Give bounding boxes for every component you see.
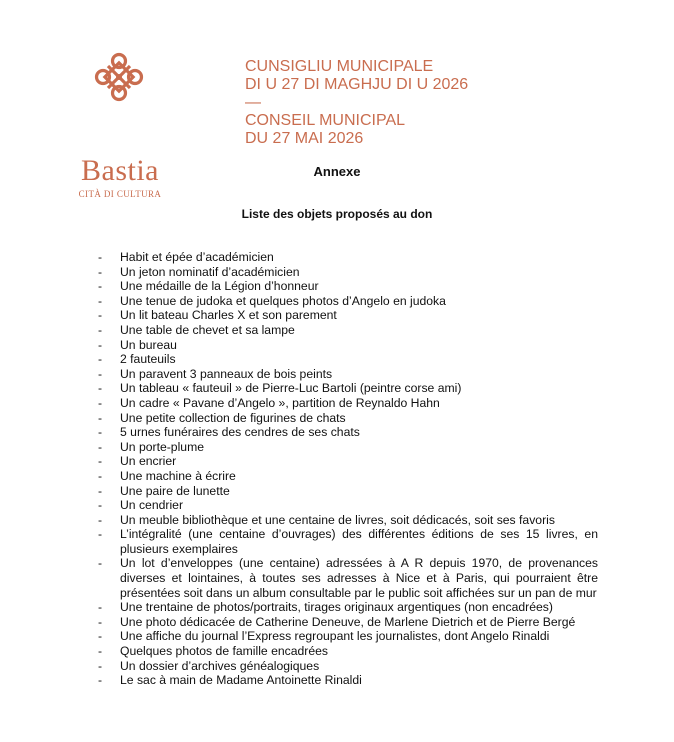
list-item: - Une machine à écrire <box>98 469 598 484</box>
list-item: - Une médaille de la Légion d’honneur <box>98 279 598 294</box>
list-item: - Une photo dédicacée de Catherine Deneuve, de Marlene Dietrich et de Pierre Bergé <box>98 615 598 630</box>
document-header <box>245 58 468 148</box>
logo-name: Bastia <box>81 154 159 187</box>
list-item: - Un bureau <box>98 338 598 353</box>
list-item: - Une paire de lunette <box>98 484 598 499</box>
list-item: - Quelques photos de famille encadrées <box>98 644 598 659</box>
list-item: - L’intégralité (une centaine d’ouvrages) des différentes éditions de ses 15 livres, en plusieurs exemplaires <box>98 527 598 556</box>
list-item: - Un meuble bibliothèque et une centaine de livres, soit dédicacés, soit ses favoris <box>98 513 598 528</box>
list-item: - 2 fauteuils <box>98 352 598 367</box>
objects-list <box>98 250 598 688</box>
list-item: - Habit et épée d’académicien <box>98 250 598 265</box>
list-item: - Un cadre « Pavane d’Angelo », partition de Reynaldo Hahn <box>98 396 598 411</box>
logo-subtitle: CITÀ DI CULTURA <box>78 189 162 199</box>
list-item: - Une table de chevet et sa lampe <box>98 323 598 338</box>
list-item: - Un jeton nominatif d’académicien <box>98 265 598 280</box>
list-item: - Un tableau « fauteuil » de Pierre-Luc Bartoli (peintre corse ami) <box>98 381 598 396</box>
list-item: - Un cendrier <box>98 498 598 513</box>
list-item: - Un dossier d’archives généalogiques <box>98 659 598 674</box>
list-item: - Une tenue de judoka et quelques photos d’Angelo en judoka <box>98 294 598 309</box>
list-item: - Un porte-plume <box>98 440 598 455</box>
header-line-4: DU 27 MAI 2026 <box>245 130 364 147</box>
list-item: - Un lot d’enveloppes (une centaine) adressées à A R depuis 1970, de provenances diverses et lointaines, à toutes ses adresses à Nice et à Paris, qui pourraient être présentées soit dans un album consultable par le public soit affichées sur un pan de mur <box>98 556 598 600</box>
list-item: - Un paravent 3 panneaux de bois peints <box>98 367 598 382</box>
list-item: - Une petite collection de figurines de chats <box>98 411 598 426</box>
header-line-1: CUNSIGLIU MUNICIPALE <box>245 58 434 75</box>
list-item: - Une affiche du journal l’Express regroupant les journalistes, dont Angelo Rinaldi <box>98 629 598 644</box>
header-separator: — <box>245 94 261 111</box>
list-item: - Une trentaine de photos/portraits, tirages originaux argentiques (non encadrées) <box>98 600 598 615</box>
list-item: - 5 urnes funéraires des cendres de ses chats <box>98 425 598 440</box>
list-item: - Le sac à main de Madame Antoinette Rinaldi <box>98 673 598 688</box>
annexe-title: Annexe <box>313 164 361 179</box>
list-item: - Un lit bateau Charles X et son parement <box>98 308 598 323</box>
list-subtitle: Liste des objets proposés au don <box>241 207 433 221</box>
celtic-knot-icon <box>94 52 144 102</box>
list-item: - Un encrier <box>98 454 598 469</box>
header-line-2: DI U 27 DI MAGHJU DI U 2026 <box>245 76 469 93</box>
header-line-3: CONSEIL MUNICIPAL <box>245 112 406 129</box>
